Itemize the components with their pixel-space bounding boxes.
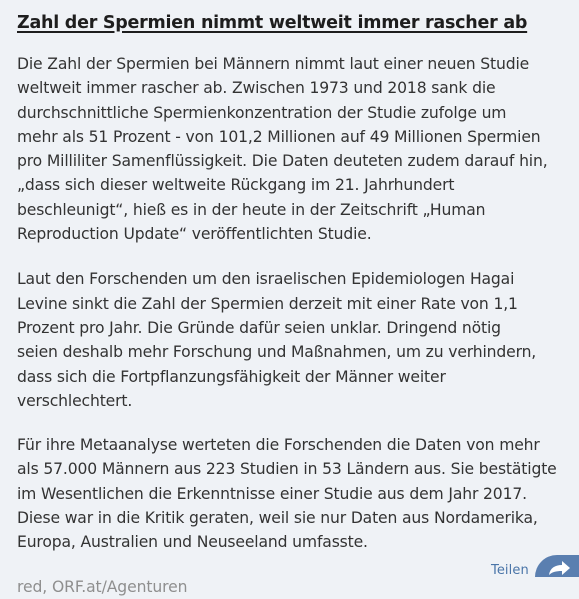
paragraph-line: Für ihre Metaanalyse werteten die Forschenden die Daten von mehr (17, 436, 540, 455)
paragraph-line: Laut den Forschenden um den israelischen Epidemiologen Hagai (17, 270, 515, 289)
paragraph-line: Levine sinkt die Zahl der Spermien derzeit mit einer Rate von 1,1 (17, 294, 518, 313)
article (17, 9, 577, 599)
article-headline: Zahl der Spermien nimmt weltweit immer rascher ab (17, 13, 528, 33)
paragraph-line: „dass sich dieser weltweite Rückgang im 21. Jahrhundert (17, 176, 455, 195)
article-paragraph-3 (17, 433, 577, 554)
paragraph-line: beschleunigt“, hieß es in der heute in der Zeitschrift „Human (17, 200, 486, 219)
article-source: red, ORF.at/Agenturen (17, 577, 188, 596)
paragraph-line: seien deshalb mehr Forschung und Maßnahmen, um zu verhindern, (17, 343, 537, 362)
paragraph-line: im Wesentlichen die Erkenntnisse einer Studie aus dem Jahr 2017. (17, 484, 527, 503)
paragraph-line: Reproduction Update“ veröffentlichten Studie. (17, 225, 372, 244)
paragraph-line: Prozent pro Jahr. Die Gründe dafür seien unklar. Dringend nötig (17, 318, 501, 337)
paragraph-line: mehr als 51 Prozent - von 101,2 Millionen auf 49 Millionen Spermien (17, 127, 541, 146)
paragraph-line: Die Zahl der Spermien bei Männern nimmt laut einer neuen Studie (17, 55, 530, 73)
paragraph-line: Europa, Australien und Neuseeland umfasste. (17, 533, 368, 552)
paragraph-line: verschlechtert. (17, 391, 133, 410)
paragraph-line: durchschnittliche Spermienkonzentration der Studie zufolge um (17, 103, 507, 122)
paragraph-line: weltweit immer rascher ab. Zwischen 1973 und 2018 sank die (17, 79, 496, 98)
paragraph-line: Diese war in die Kritik geraten, weil sie nur Daten aus Nordamerika, (17, 509, 538, 528)
share-label[interactable]: Teilen (491, 563, 529, 578)
paragraph-line: dass sich die Fortpflanzungsfähigkeit der Männer weiter (17, 367, 446, 386)
share-arrow-icon[interactable] (535, 555, 579, 577)
article-paragraph-1 (17, 52, 577, 246)
article-paragraph-2 (17, 267, 577, 413)
paragraph-line: pro Milliliter Samenflüssigkeit. Die Daten deuteten zudem darauf hin, (17, 152, 548, 171)
share-button[interactable] (487, 555, 579, 577)
paragraph-line: als 57.000 Männern aus 223 Studien in 53 Ländern aus. Sie bestätigte (17, 460, 557, 479)
